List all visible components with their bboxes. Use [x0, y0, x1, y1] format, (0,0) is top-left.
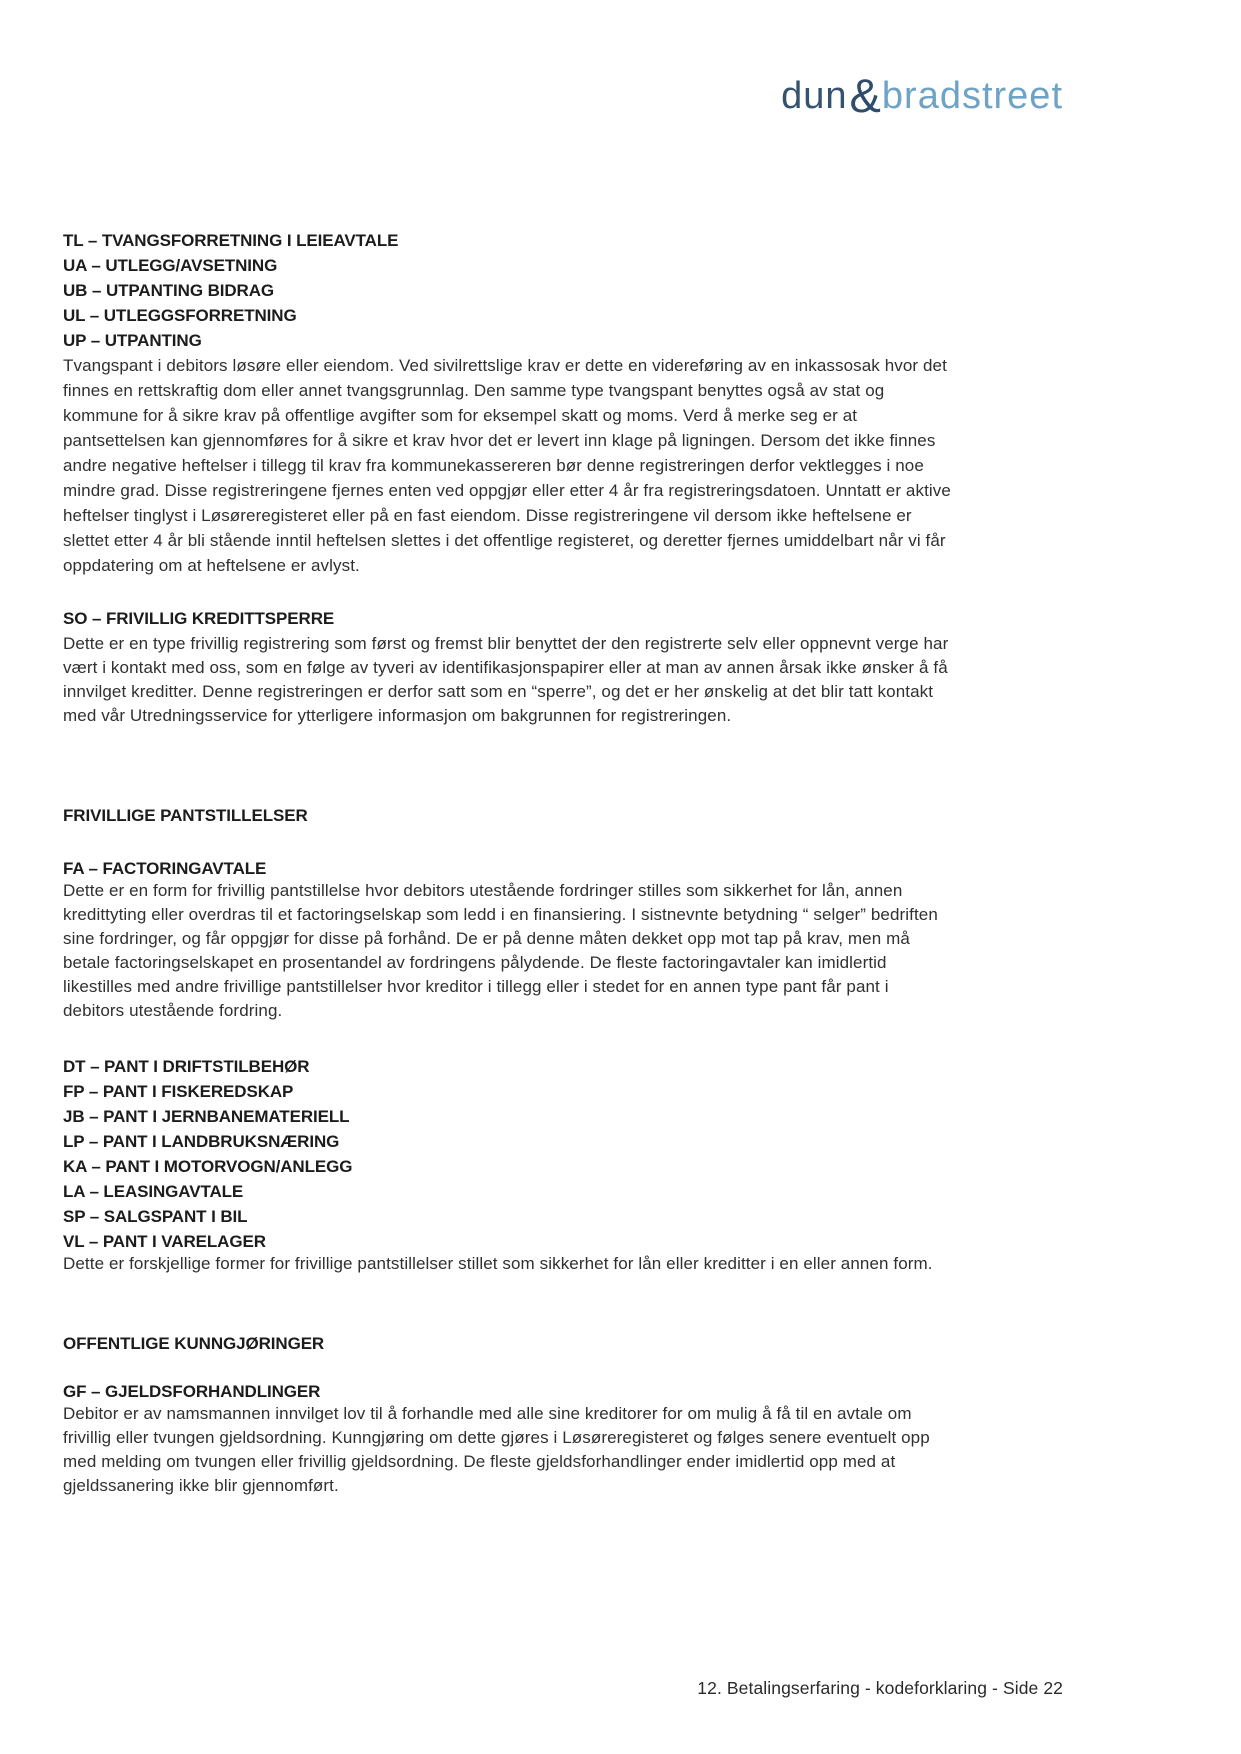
logo-text-bradstreet: bradstreet — [881, 75, 1063, 117]
section-heading-offentlige-kunngjoringer: OFFENTLIGE KUNNGJØRINGER — [63, 1334, 325, 1353]
code-heading-ub: UB – UTPANTING BIDRAG — [63, 281, 275, 300]
code-heading-dt: DT – PANT I DRIFTSTILBEHØR — [63, 1057, 310, 1076]
code-heading-ua: UA – UTLEGG/AVSETNING — [63, 256, 278, 275]
paragraph-fa: Dette er en form for frivillig pantstillelse hvor debitors utestående fordringer stilles som sikkerhet for lån, annen kredittyting eller overdras til et factoringselskap som ledd i en finansiering. I sistnevnte betydning “ selger” bedriften sine fordringer, og får oppgjør for disse på forhånd. De er på denne måten dekket opp mot tap på krav, men må betale factoringselskapet en prosentandel av fordringens pålydende. De fleste factoringavtaler kan imidlertid likestilles med andre frivillige pantstillelser hvor kreditor i tillegg eller i stedet for en annen type pant får pant i debitors utestående fordring. — [63, 881, 938, 1020]
code-heading-group-tvangspant — [63, 228, 951, 353]
paragraph-pant: Dette er forskjellige former for frivillige pantstillelser stillet som sikkerhet for lån eller kreditter i en eller annen form. — [63, 1254, 933, 1273]
code-heading-so: SO – FRIVILLIG KREDITTSPERRE — [63, 609, 335, 628]
code-heading-tl: TL – TVANGSFORRETNING I LEIEAVTALE — [63, 231, 399, 250]
paragraph-tvangspant: Tvangspant i debitors løsøre eller eiendom. Ved sivilrettslige krav er dette en videreføring av en inkassosak hvor det finnes en rettskraftig dom eller annet tvangsgrunnlag. Den samme type tvangspant benyttes også av stat og kommune for å sikre krav på offentlige avgifter som for eksempel skatt og moms. Verd å merke seg er at pantsettelsen kan gjennomføres for å sikre et krav hvor det er levert inn klage på ligningen. Dersom det ikke finnes andre negative heftelser i tillegg til krav fra kommunekassereren bør denne registreringen derfor vektlegges i noe mindre grad. Disse registreringene fjernes enten ved oppgjør eller etter 4 år fra registreringsdatoen. Unntatt er aktive heftelser tinglyst i Løsøreregisteret eller på en fast eiendom. Disse registreringene vil dersom ikke heftelsene er slettet etter 4 år bli stående inntil heftelsen slettes i det offentlige registeret, og deretter fjernes umiddelbart når vi får oppdatering om at heftelsene er avlyst. — [63, 356, 951, 575]
code-heading-fa: FA – FACTORINGAVTALE — [63, 859, 267, 878]
code-heading-ul: UL – UTLEGGSFORRETNING — [63, 306, 297, 325]
logo-ampersand-icon: & — [849, 69, 881, 122]
code-heading-jb: JB – PANT I JERNBANEMATERIELL — [63, 1107, 350, 1126]
code-heading-la: LA – LEASINGAVTALE — [63, 1182, 244, 1201]
code-heading-group-pant — [63, 1054, 951, 1254]
paragraph-gf: Debitor er av namsmannen innvilget lov til å forhandle med alle sine kreditorer for om mulig å få til en avtale om frivillig eller tvungen gjeldsordning. Kunngjøring om dette gjøres i Løsøreregisteret og følges senere eventuelt opp med melding om tvungen eller frivillig gjeldsordning. De fleste gjeldsforhandlinger ender imidlertid opp med at gjeldssanering ikke blir gjennomført. — [63, 1404, 930, 1495]
code-heading-sp: SP – SALGSPANT I BIL — [63, 1207, 248, 1226]
paragraph-so: Dette er en type frivillig registrering som først og fremst blir benyttet der den registrerte selv eller oppnevnt verge har vært i kontakt med oss, som en følge av tyveri av identifikasjonspapirer eller at man av annen årsak ikke ønsker å få innvilget kreditter. Denne registreringen er derfor satt som en “sperre”, og det er her ønskelig at det blir tatt kontakt med vår Utredningsservice for ytterligere informasjon om bakgrunnen for registreringen. — [63, 634, 949, 725]
code-heading-fp: FP – PANT I FISKEREDSKAP — [63, 1082, 294, 1101]
code-heading-gf: GF – GJELDSFORHANDLINGER — [63, 1382, 321, 1401]
code-heading-up: UP – UTPANTING — [63, 331, 202, 350]
dun-bradstreet-logo — [781, 69, 1063, 122]
code-heading-ka: KA – PANT I MOTORVOGN/ANLEGG — [63, 1157, 353, 1176]
logo-text-dun: dun — [781, 75, 848, 117]
section-heading-frivillige-pantstillelser: FRIVILLIGE PANTSTILLELSER — [63, 806, 308, 825]
page-footer: 12. Betalingserfaring - kodeforklaring - Side 22 — [697, 1678, 1063, 1698]
code-heading-vl: VL – PANT I VARELAGER — [63, 1232, 266, 1251]
code-heading-lp: LP – PANT I LANDBRUKSNÆRING — [63, 1132, 340, 1151]
